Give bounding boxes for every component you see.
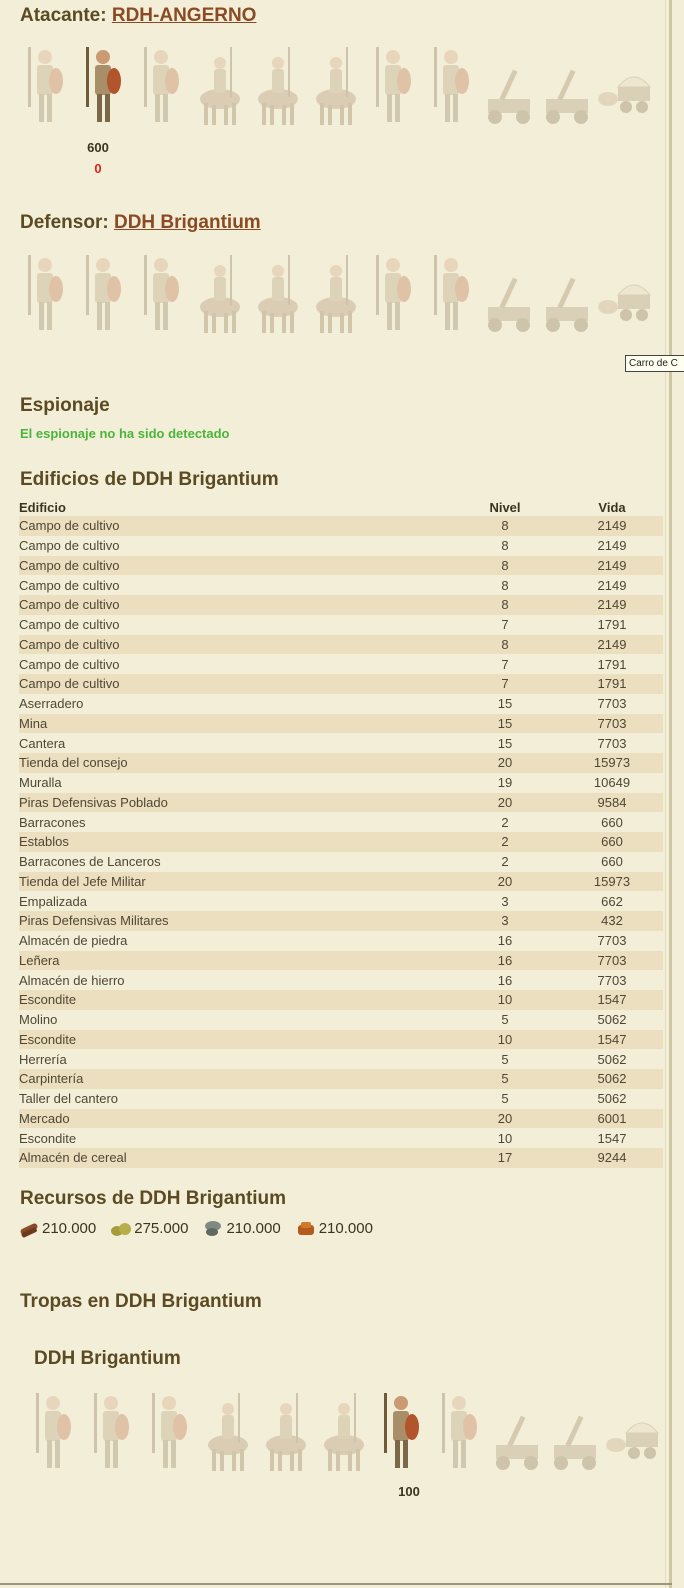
- building-health: 7703: [597, 735, 627, 751]
- unit-heavy-rider-icon[interactable]: [306, 37, 364, 132]
- unit-slinger-icon[interactable]: [82, 1383, 140, 1478]
- table-row: [19, 773, 663, 793]
- table-row: [19, 694, 663, 714]
- building-health: 7703: [597, 972, 627, 988]
- table-row: [19, 872, 663, 892]
- unit-slinger-icon[interactable]: [74, 37, 132, 132]
- building-health: 9244: [561, 1148, 663, 1168]
- unit-shield-warrior-icon[interactable]: [140, 1383, 198, 1478]
- unit-archer-icon[interactable]: [422, 245, 480, 340]
- building-name: Piras Defensivas Poblado: [19, 793, 449, 813]
- unit-cart-icon[interactable]: [596, 37, 654, 132]
- attacker-title: [20, 5, 256, 27]
- building-level: 5: [501, 1091, 509, 1107]
- table-row: [19, 891, 663, 911]
- building-health: 1547: [561, 1030, 663, 1050]
- building-level: 5: [501, 1012, 509, 1028]
- building-name: Campo de cultivo: [19, 656, 120, 672]
- resource-stone: [202, 1218, 280, 1238]
- table-row: [19, 1030, 663, 1050]
- grain-icon: [110, 1218, 132, 1238]
- building-name: Campo de cultivo: [19, 595, 449, 615]
- building-name: Escondite: [19, 990, 449, 1010]
- building-health: 6001: [561, 1109, 663, 1129]
- defender-title: [20, 212, 261, 234]
- resources-title: Recursos de DDH Brigantium: [20, 1188, 287, 1209]
- building-name: Taller del cantero: [19, 1091, 118, 1107]
- table-row: [19, 654, 663, 674]
- unit-scout-rider-icon[interactable]: [198, 1383, 256, 1478]
- building-health: 5062: [597, 1091, 627, 1107]
- building-name: Herrería: [19, 1051, 67, 1067]
- table-row: [19, 1089, 663, 1109]
- building-name: Escondite: [19, 1130, 77, 1146]
- unit-catapult-icon[interactable]: [538, 245, 596, 340]
- table-row: [19, 951, 663, 971]
- unit-rider-icon[interactable]: [248, 37, 306, 132]
- table-row: [19, 852, 663, 872]
- building-level: 3: [449, 911, 561, 931]
- building-level: 15: [497, 696, 513, 712]
- building-health: 2149: [561, 516, 663, 536]
- table-row: [19, 1128, 663, 1148]
- table-row: [19, 595, 663, 615]
- building-name: Campo de cultivo: [19, 617, 120, 633]
- espionage-title: Espionaje: [20, 395, 110, 416]
- building-health: 1547: [561, 990, 663, 1010]
- unit-axeman-icon[interactable]: [16, 245, 74, 340]
- stone-icon: [202, 1218, 224, 1238]
- building-level: 7: [449, 674, 561, 694]
- espionage-status: El espionaje no ha sido detectado: [20, 426, 230, 441]
- unit-heavy-rider-icon[interactable]: [306, 245, 364, 340]
- table-row: [19, 674, 663, 694]
- building-name: Leñera: [19, 951, 449, 971]
- unit-catapult-icon[interactable]: [538, 37, 596, 132]
- attacker-player-link[interactable]: RDH-ANGERNO: [111, 5, 257, 26]
- table-row: [19, 556, 663, 576]
- table-row: [19, 575, 663, 595]
- unit-slinger-icon[interactable]: [74, 245, 132, 340]
- building-health: 9584: [561, 793, 663, 813]
- building-health: 1547: [597, 1130, 627, 1146]
- building-name: Muralla: [19, 775, 62, 791]
- building-health: 7703: [561, 714, 663, 734]
- defender-player-link[interactable]: DDH Brigantium: [113, 212, 261, 233]
- building-level: 20: [449, 793, 561, 813]
- unit-ram-icon[interactable]: [480, 245, 538, 340]
- table-header-row: [19, 498, 663, 516]
- building-name: Barracones de Lanceros: [19, 854, 161, 870]
- building-level: 2: [449, 832, 561, 852]
- building-level: 16: [497, 972, 513, 988]
- unit-shield-warrior-icon[interactable]: [132, 245, 190, 340]
- table-row: [19, 615, 663, 635]
- building-name: Mina: [19, 714, 449, 734]
- building-level: 8: [449, 635, 561, 655]
- troops-village-title: DDH Brigantium: [34, 1348, 181, 1369]
- building-health: 1791: [597, 656, 627, 672]
- unit-spearman-icon[interactable]: [364, 37, 422, 132]
- building-health: 5062: [597, 1051, 627, 1067]
- building-name: Tienda del consejo: [19, 753, 449, 773]
- building-health: 2149: [561, 595, 663, 615]
- building-health: 7703: [597, 696, 627, 712]
- table-row: [19, 970, 663, 990]
- attacker-unit-lost: 0: [94, 161, 102, 176]
- unit-spearman-icon[interactable]: [364, 245, 422, 340]
- table-row: [19, 753, 663, 773]
- building-name: Tienda del Jefe Militar: [19, 872, 449, 892]
- building-health: 15973: [561, 753, 663, 773]
- troops-title: Tropas en DDH Brigantium: [20, 1291, 262, 1312]
- building-level: 8: [501, 538, 509, 554]
- wood-icon: [18, 1218, 40, 1238]
- table-row: [19, 931, 663, 951]
- building-level: 16: [449, 951, 561, 971]
- table-row: [19, 635, 663, 655]
- building-name: Empalizada: [19, 893, 87, 909]
- building-level: 2: [501, 854, 509, 870]
- troops-unit-count: 100: [398, 1484, 420, 1499]
- building-name: Campo de cultivo: [19, 674, 449, 694]
- building-health: 2149: [597, 538, 627, 554]
- table-row: [19, 714, 663, 734]
- building-name: Almacén de cereal: [19, 1148, 449, 1168]
- building-level: 20: [449, 753, 561, 773]
- table-row: [19, 990, 663, 1010]
- attacker-unit-count: 600: [87, 140, 109, 155]
- building-name: Aserradero: [19, 696, 84, 712]
- table-row: [19, 516, 663, 536]
- table-row: [19, 733, 663, 753]
- table-row: [19, 1109, 663, 1129]
- building-level: 5: [501, 1051, 509, 1067]
- building-name: Campo de cultivo: [19, 538, 120, 554]
- unit-rider-icon[interactable]: [248, 245, 306, 340]
- scroll-edge: [669, 0, 672, 1588]
- building-health: 10649: [593, 775, 631, 791]
- building-name: Establos: [19, 832, 449, 852]
- building-name: Carpintería: [19, 1069, 449, 1089]
- building-level: 20: [449, 1109, 561, 1129]
- unit-axeman-icon[interactable]: [24, 1383, 82, 1478]
- building-name: Mercado: [19, 1109, 449, 1129]
- iron-icon: [295, 1218, 317, 1238]
- building-health: 5062: [561, 1069, 663, 1089]
- unit-ram-icon[interactable]: [480, 37, 538, 132]
- building-health: 1791: [561, 674, 663, 694]
- attacker-label: Atacante:: [20, 5, 107, 26]
- building-health: 660: [561, 832, 663, 852]
- building-level: 15: [497, 735, 513, 751]
- unit-rider-icon[interactable]: [256, 1383, 314, 1478]
- building-name: Almacén de hierro: [19, 972, 125, 988]
- table-row: [19, 1069, 663, 1089]
- header-health: Vida: [598, 499, 626, 515]
- building-health: 15973: [561, 872, 663, 892]
- building-level: 10: [449, 1030, 561, 1050]
- building-name: Campo de cultivo: [19, 577, 120, 593]
- building-level: 10: [449, 990, 561, 1010]
- building-level: 8: [449, 556, 561, 576]
- table-row: [19, 911, 663, 931]
- building-level: 15: [449, 714, 561, 734]
- unit-shield-warrior-icon[interactable]: [132, 37, 190, 132]
- defender-label: Defensor:: [20, 212, 109, 233]
- building-level: 3: [501, 893, 509, 909]
- resource-iron: [295, 1218, 373, 1238]
- building-name: Molino: [19, 1012, 58, 1028]
- building-name: Campo de cultivo: [19, 556, 449, 576]
- building-level: 16: [497, 933, 513, 949]
- building-health: 1791: [597, 617, 627, 633]
- building-name: Barracones: [19, 814, 86, 830]
- building-level: 5: [449, 1069, 561, 1089]
- unit-archer-icon[interactable]: [422, 37, 480, 132]
- table-row: [19, 1010, 663, 1030]
- resources-bar: [18, 1218, 387, 1238]
- building-name: Cantera: [19, 735, 66, 751]
- building-level: 8: [449, 516, 561, 536]
- table-row: [19, 1049, 663, 1069]
- building-level: 2: [501, 814, 509, 830]
- building-level: 17: [449, 1148, 561, 1168]
- unit-spearman-icon[interactable]: [372, 1383, 430, 1478]
- building-health: 2149: [561, 635, 663, 655]
- building-health: 2149: [561, 556, 663, 576]
- table-row: [19, 832, 663, 852]
- resource-grain-value: 275.000: [134, 1219, 189, 1237]
- table-row: [19, 1148, 663, 1168]
- header-building: Edificio: [19, 499, 66, 515]
- unit-scout-rider-icon[interactable]: [190, 37, 248, 132]
- attacker-units: [16, 32, 654, 132]
- unit-tooltip: Carro de C: [625, 355, 684, 372]
- defender-units: [16, 240, 654, 340]
- building-level: 8: [449, 595, 561, 615]
- building-level: 8: [501, 577, 509, 593]
- resource-wood: [18, 1218, 96, 1238]
- building-health: 7703: [561, 951, 663, 971]
- unit-archer-icon[interactable]: [430, 1383, 488, 1478]
- unit-cart-icon[interactable]: [596, 245, 654, 340]
- building-health: 660: [601, 854, 623, 870]
- resource-grain: [110, 1218, 188, 1238]
- building-health: 7703: [597, 933, 627, 949]
- building-health: 5062: [597, 1012, 627, 1028]
- resource-iron-value: 210.000: [318, 1219, 373, 1237]
- unit-cart-icon[interactable]: [604, 1383, 662, 1478]
- troops-units: [24, 1378, 662, 1478]
- buildings-title: Edificios de DDH Brigantium: [20, 469, 279, 490]
- resource-stone-value: 210.000: [226, 1219, 281, 1237]
- building-health: 662: [601, 893, 623, 909]
- building-health: 432: [561, 911, 663, 931]
- unit-ram-icon[interactable]: [488, 1383, 546, 1478]
- table-row: [19, 536, 663, 556]
- building-name: Almacén de piedra: [19, 933, 128, 949]
- building-health: 660: [601, 814, 623, 830]
- building-level: 7: [501, 617, 509, 633]
- table-row: [19, 812, 663, 832]
- building-level: 7: [501, 656, 509, 672]
- header-level: Nivel: [489, 499, 521, 515]
- unit-catapult-icon[interactable]: [546, 1383, 604, 1478]
- building-health: 2149: [597, 577, 627, 593]
- building-name: Escondite: [19, 1030, 449, 1050]
- frame-bottom: [0, 1583, 672, 1585]
- buildings-table: [19, 498, 663, 1168]
- unit-scout-rider-icon[interactable]: [190, 245, 248, 340]
- building-name: Campo de cultivo: [19, 516, 449, 536]
- table-row: [19, 793, 663, 813]
- building-level: 19: [497, 775, 513, 791]
- building-name: Campo de cultivo: [19, 635, 449, 655]
- resource-wood-value: 210.000: [42, 1219, 97, 1237]
- unit-axeman-icon[interactable]: [16, 37, 74, 132]
- unit-heavy-rider-icon[interactable]: [314, 1383, 372, 1478]
- building-level: 10: [497, 1130, 513, 1146]
- building-level: 20: [449, 872, 561, 892]
- building-name: Piras Defensivas Militares: [19, 911, 449, 931]
- frame-line: [665, 0, 666, 1588]
